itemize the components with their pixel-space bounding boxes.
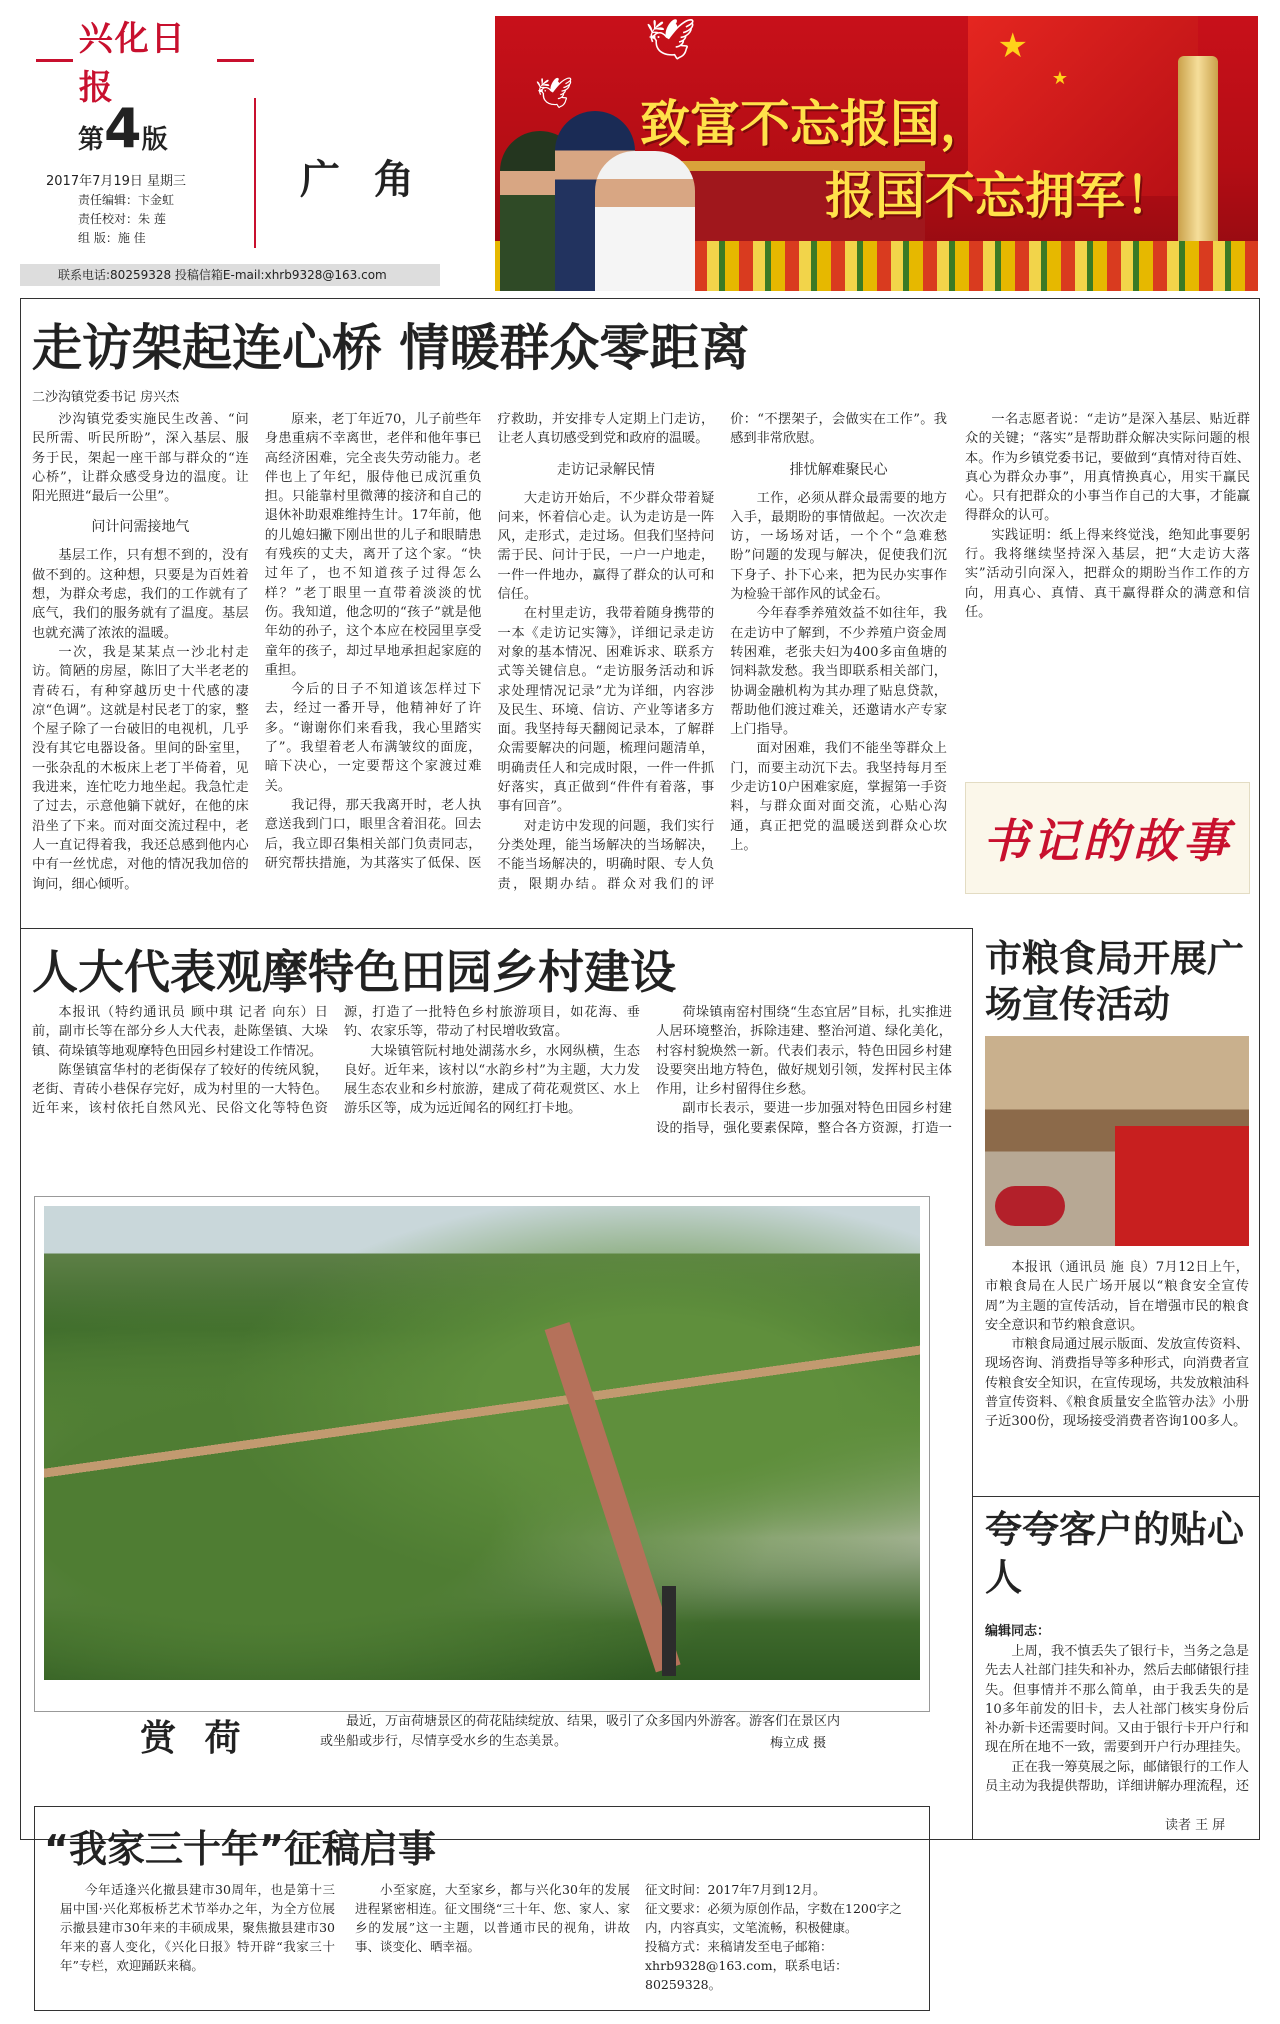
article4-paragraph: 上周，我不慎丢失了银行卡，当务之急是先去人社部门挂失和补办，然后去邮储银行挂失。但事情并不那么简单，由于我丢失的是10多年前发的旧卡，去人社部门核实身份后补办新卡还需要时间。又由于银行卡开户行和现在所在地不一致，需要到开户行办理挂失。 [985,1644,1249,1756]
article2-paragraph: 本报讯（特约通讯员 顾中琪 记者 向东）日前，副市长等在部分乡人大代表，赴陈堡镇、大垛镇、荷垛镇等地观摩特色田园乡村建设工作情况。 [32,1005,328,1059]
photo-feature-title: 赏 荷 [140,1717,249,1759]
notice-submission: 投稿方式：来稿请发至电子邮箱：xhrb9328@163.com，联系电话：80259328。 [645,1939,848,1992]
article2-paragraph: 大垛镇管阮村地处湖荡水乡，水网纵横，生态良好。近年来，该村以“水韵乡村”为主题，大力发展生态农业和乡村旅游，建成了荷花观赏区、水上游乐区等，成为远近闻名的网红打卡地。 [344,1043,640,1117]
article1-byline: 二沙沟镇党委书记 房兴杰 [32,390,180,405]
article2-paragraph: 荷垛镇南窑村围绕“生态宜居”目标，扎实推进人居环境整治，拆除违建、整治河道、绿化美化，村容村貌焕然一新。代表们表示，特色田园乡村建设要突出地方特色，做好规划引领，发挥村民主体作用，让乡村留得住乡愁。 [656,1005,952,1098]
star-icon: ★ [997,26,1028,66]
article3-paragraph: 市粮食局通过展示版面、发放宣传资料、现场咨询、消费指导等多种形式，向消费者宣传粮食安全知识，在宣传现场，共发放粮油科普宣传资料、《粮食质量安全监管办法》小册子近300份，现场接受消费者咨询100多人。 [985,1337,1249,1430]
article4-title: 夸夸客户的贴心人 [985,1508,1244,1599]
boardwalk-graphic [545,1322,681,1672]
photo-feature-caption: 最近，万亩荷塘景区的荷花陆续绽放、结果，吸引了众多国内外游客。游客们在景区内或坐船或步行，尽情享受水乡的生态美景。 [320,1714,841,1749]
notice-paragraph: 小至家庭，大至家乡，都与兴化30年的发展进程紧密相连。征文围绕“三十年、您、家人、家乡的发展”这一主题，以普通市民的视角，讲故事、谈变化、晒幸福。 [355,1882,630,1954]
notice-paragraph: 今年适逢兴化撤县建市30周年，也是第十三届中国·兴化郑板桥艺术节举办之年，为全方位展示撤县建市30年来的丰硕成果，聚焦撤县建市30年来的喜人变化，《兴化日报》特开辟“我家三十年”专栏，欢迎踊跃来稿。 [60,1882,335,1973]
banner-slogan-line2: 报国不忘拥军！ [825,166,1175,225]
article2-title: 人大代表观摩特色田园乡村建设 [32,945,676,999]
windmill-graphic [662,1586,676,1676]
column-badge: 书记的故事 [965,782,1250,894]
article1-subhead: 问计问需接地气 [91,519,190,536]
article1-subhead: 走访记录解民情 [556,461,655,478]
article1-paragraph: 今年春季养殖效益不如往年，我在走访中了解到，不少养殖户资金周转困难，老张夫妇为400多亩鱼塘的饲料款发愁。我当即联系相关部门，协调金融机构为其办理了贴息贷款，帮助他们渡过难关，还邀请水产专家上门指导。 [730,606,947,738]
banner-slogan-line1: 致富不忘报国， [640,94,990,153]
masthead-logo: 兴化日报 [30,36,260,84]
editor-credit: 责任编辑：卞金虹 [78,193,175,207]
designer-credit: 组 版：施 佳 [78,231,146,245]
article1-paragraph: 沙沟镇党委实施民生改善、“问民所需、听民所盼”，深入基层、服务于民，架起一座干部与群众的“连心桥”，让群众感受身边的温度。让阳光照进“最后一公里”。 [32,412,249,505]
article4-salutation: 编辑同志： [985,1624,1051,1639]
notice-deadline: 征文时间：2017年7月到12月。 [645,1882,826,1897]
patriotic-banner [495,16,1258,291]
star-icon: ★ [1051,68,1068,89]
notice-details [645,1880,920,1994]
square-event-photo [985,1036,1249,1246]
proofreader-credit: 责任校对：朱 莲 [78,212,166,226]
article1-subhead: 排忧解难聚民心 [789,461,888,478]
article1-paragraph: 对走访中发现的问题，我们实行分类处理，能当场解决的当场解决，不能当场解决的，明确时限、专人负责，限期办结。群众对我们的评价：“不摆架子，会做实在工作”。我感到非常欣慰。 [497,412,947,892]
notice-requirements: 征文要求：必须为原创作品，字数在1200字之内，内容真实，文笔流畅，积极健康。 [645,1901,902,1935]
article1-paragraph: 实践证明：纸上得来终觉浅，绝知此事要躬行。我将继续坚持深入基层，把“大走访大落实”活动引向深入，把群众的期盼当作工作的方向，用真心、真情、真干赢得群众的满意和信任。 [965,527,1250,620]
dove-icon: 🕊 [645,17,696,63]
article1-paragraph: 工作，必须从群众最需要的地方入手，最期盼的事情做起。一次次走访，一场场对话，一个个“急难愁盼”问题的发现与解决，促使我们沉下身子、扑下心来，把为民办实事作为检验干部作风的试金石。 [730,490,947,603]
article1-paragraph: 今后的日子不知道该怎样过下去，经过一番开导，他精神好了许多。“谢谢你们来看我，我心里踏实了”。我望着老人布满皱纹的面庞，暗下决心，一定要帮这个家渡过难关。 [264,682,482,794]
column-rule [972,928,973,1840]
article4-paragraph: 正在我一筹莫展之际，邮储银行的工作人员主动为我提供帮助，详细讲解办理流程，还 [985,1759,1249,1795]
contact-bar: 联系电话:80259328 投稿信箱E-mail:xhrb9328@163.com [20,264,440,286]
header-divider [254,98,256,248]
article3-body [985,1258,1249,1488]
article1-paragraph: 大走访开始后，不少群众带着疑问来，怀着信心走。认为走访是一阵风，走形式，走过场。但我们坚持问需于民、问计于民，一户一户地走，一件一件地办，赢得了群众的认可和信任。 [497,490,715,603]
edition-number: 第 4 版 [78,97,168,160]
article2-paragraph: 陈堡镇富华村的老街保存了较好的传统风貌，老街、青砖小巷保存完好，成为村里的一大特色。近年来，该村依托自然风光、民俗文化等特色资源，打造了一批特色乡村旅游项目，如花海、垂钓、农家乐等，带动了村民增收致富。 [32,1005,640,1117]
photographer-credit: 梅立成 摄 [770,1736,827,1751]
notice-title: “我家三十年”征稿启事 [44,1827,436,1871]
right-column-rule [972,1496,1260,1497]
article1-body [32,410,947,915]
article1-paragraph: 一次，我是某某点一沙北村走访。简陋的房屋，陈旧了大半老老的青砖石，有种穿越历史十代感的凄凉“色调”。这就是村民老丁的家，整个屋子除了一台破旧的电视机，几乎没有其它电器设备。里间的卧室里，一张杂乱的木板床上老丁半倚着，见我进来，连忙吃力地坐起。我急忙走了过去，示意他躺下就好，在他的床沿坐了下来。而对面交流过程中，老人一直记得着我，我还总感到他内心中有一丝忧虑，对他的情况我加倍的询问，细心倾听。 [32,644,249,892]
article1-paragraph: 原来，老丁年近70，儿子前些年身患重病不幸离世，老伴和他年事已高经济困难，完全丧失劳动能力。老伴也上了年纪，服侍他已成沉重负担。只能靠村里微薄的接济和自己的退休补助艰难维持生计。17年前，他的儿媳妇撇下刚出世的儿子和眼睛患有残疾的丈夫，离开了这个家。“快过年了，也不知道孩子过得怎么样？”老丁眼里一直带着淡淡的忧伤。我知道，他念叨的“孩子”就是他年幼的孙子，这个本应在校园里享受童年的孩子，却过早地承担起家庭的重担。 [264,412,482,678]
scooter-graphic [995,1186,1065,1226]
article1-paragraph: 面对困难，我们不能坐等群众上门，而要主动沉下去。我坚持每月至少走访10户困难家庭，掌握第一手资料，与群众面对面交流，心贴心沟通，真正把党的温暖送到群众心坎上。 [730,741,947,853]
section-rule [20,928,972,929]
article1-paragraph: 基层工作，只有想不到的，没有做不到的。这种想，只要是为百姓着想，为群众考虑，我们的工作就有了底气，我们的服务就有了温度。基层也就充满了浓浓的温暖。 [32,548,249,641]
article1-title: 走访架起连心桥 情暖群众零距离 [32,319,750,377]
lotus-pond-photo [44,1206,920,1680]
notice-body [60,1880,630,2000]
article2-paragraph: 副市长表示，要进一步加强对特色田园乡村建设的指导，强化要素保障，整合各方资源，打造一 [656,1101,952,1136]
article3-title: 市粮食局开展广场宣传活动 [985,937,1244,1026]
article2-body [32,1003,952,1153]
section-title: 广 角 [300,156,424,203]
soldier-figure [595,151,695,291]
article4-body [985,1642,1249,1812]
article1-paragraph: 一名志愿者说：“走访”是深入基层、贴近群众的关键；“落实”是帮助群众解决实际问题的根本。作为乡镇党委书记，要做到“真情对待百姓、真心为群众办事”，用真情换真心，用实干赢民心。只有把群众的小事当作自己的大事，才能赢得群众的认可。 [965,412,1250,524]
banner-table-graphic [1115,1126,1249,1246]
article1-paragraph: 我记得，那天我离开时，老人执意送我到门口，眼里含着泪花。回去后，我立即召集相关部门负责同志，研究帮扶措施，为其落实了低保、医疗救助，并安排专人定期上门走访，让老人真切感受到党和政府的温暖。 [264,412,715,871]
article1-paragraph: 在村里走访，我带着随身携带的一本《走访记实簿》，详细记录走访对象的基本情况、困难诉求、联系方式等关键信息。“走访服务活动和诉求处理情况记录”尤为详细，内容涉及民生、环境、信访、产业等诸多方面。我坚持每天翻阅记录本，了解群众需要解决的问题，梳理问题清单，明确责任人和完成时限，一件一件抓好落实，真正做到“件件有着落，事事有回音”。 [497,606,715,815]
article1-body-right [965,410,1250,775]
article3-paragraph: 本报讯（通讯员 施 良）7月12日上午，市粮食局在人民广场开展以“粮食安全宣传周”为主题的宣传活动，旨在增强市民的粮食安全意识和节约粮食意识。 [985,1260,1249,1333]
dove-icon: 🕊 [535,76,574,111]
article4-signature: 读者 王 屏 [1165,1818,1226,1833]
issue-date: 2017年7月19日 星期三 [46,174,187,189]
